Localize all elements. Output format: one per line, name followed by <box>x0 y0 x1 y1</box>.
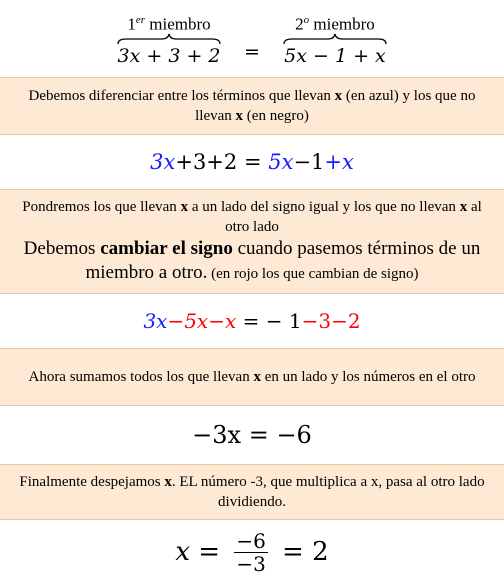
second-member-label: 2$^o$ miembro <box>295 13 375 34</box>
overbrace-left <box>116 33 222 45</box>
step3-note: Ahora sumamos todos los que llevan x en un lado y los números en el otro <box>0 348 504 406</box>
header-equals: = <box>244 41 260 63</box>
first-member <box>116 11 222 68</box>
equation-4: x = $\frac{-6}{-3}$ = 2 <box>175 528 329 576</box>
second-member <box>282 11 388 68</box>
equation-1: 3x +3+2 = 5x −1 +x <box>150 150 354 174</box>
fraction-numerator: −6 <box>236 528 266 553</box>
members-header <box>0 0 504 78</box>
overbrace-right <box>282 33 388 45</box>
first-member-expression: 3x + 3 + 2 <box>117 45 221 68</box>
second-member-expression: 5x − 1 + x <box>284 45 386 68</box>
equation-2: 3x −5x−x = − 1 −3−2 <box>143 309 361 333</box>
first-member-label: 1er miembro <box>127 13 211 34</box>
step1-note: Debemos diferenciar entre los términos que llevan x (en azul) y los que no llevan x (en negro) <box>0 77 504 135</box>
equation-3 <box>0 406 504 464</box>
fraction-denominator: −3 <box>236 551 266 576</box>
step4-note: Finalmente despejamos x. EL número -3, que multiplica a x, pasa al otro lado dividiendo. <box>0 464 504 520</box>
fraction <box>234 530 267 575</box>
equation-3-expression: −3x = −6 <box>192 421 312 449</box>
step2-note: Pondremos los que llevan x a un lado del signo igual y los que no llevan x al otro lado Debemos cambiar el signo cuando pasemos términos de un miembro a otro. (en rojo los que cambian de signo) <box>0 189 504 294</box>
